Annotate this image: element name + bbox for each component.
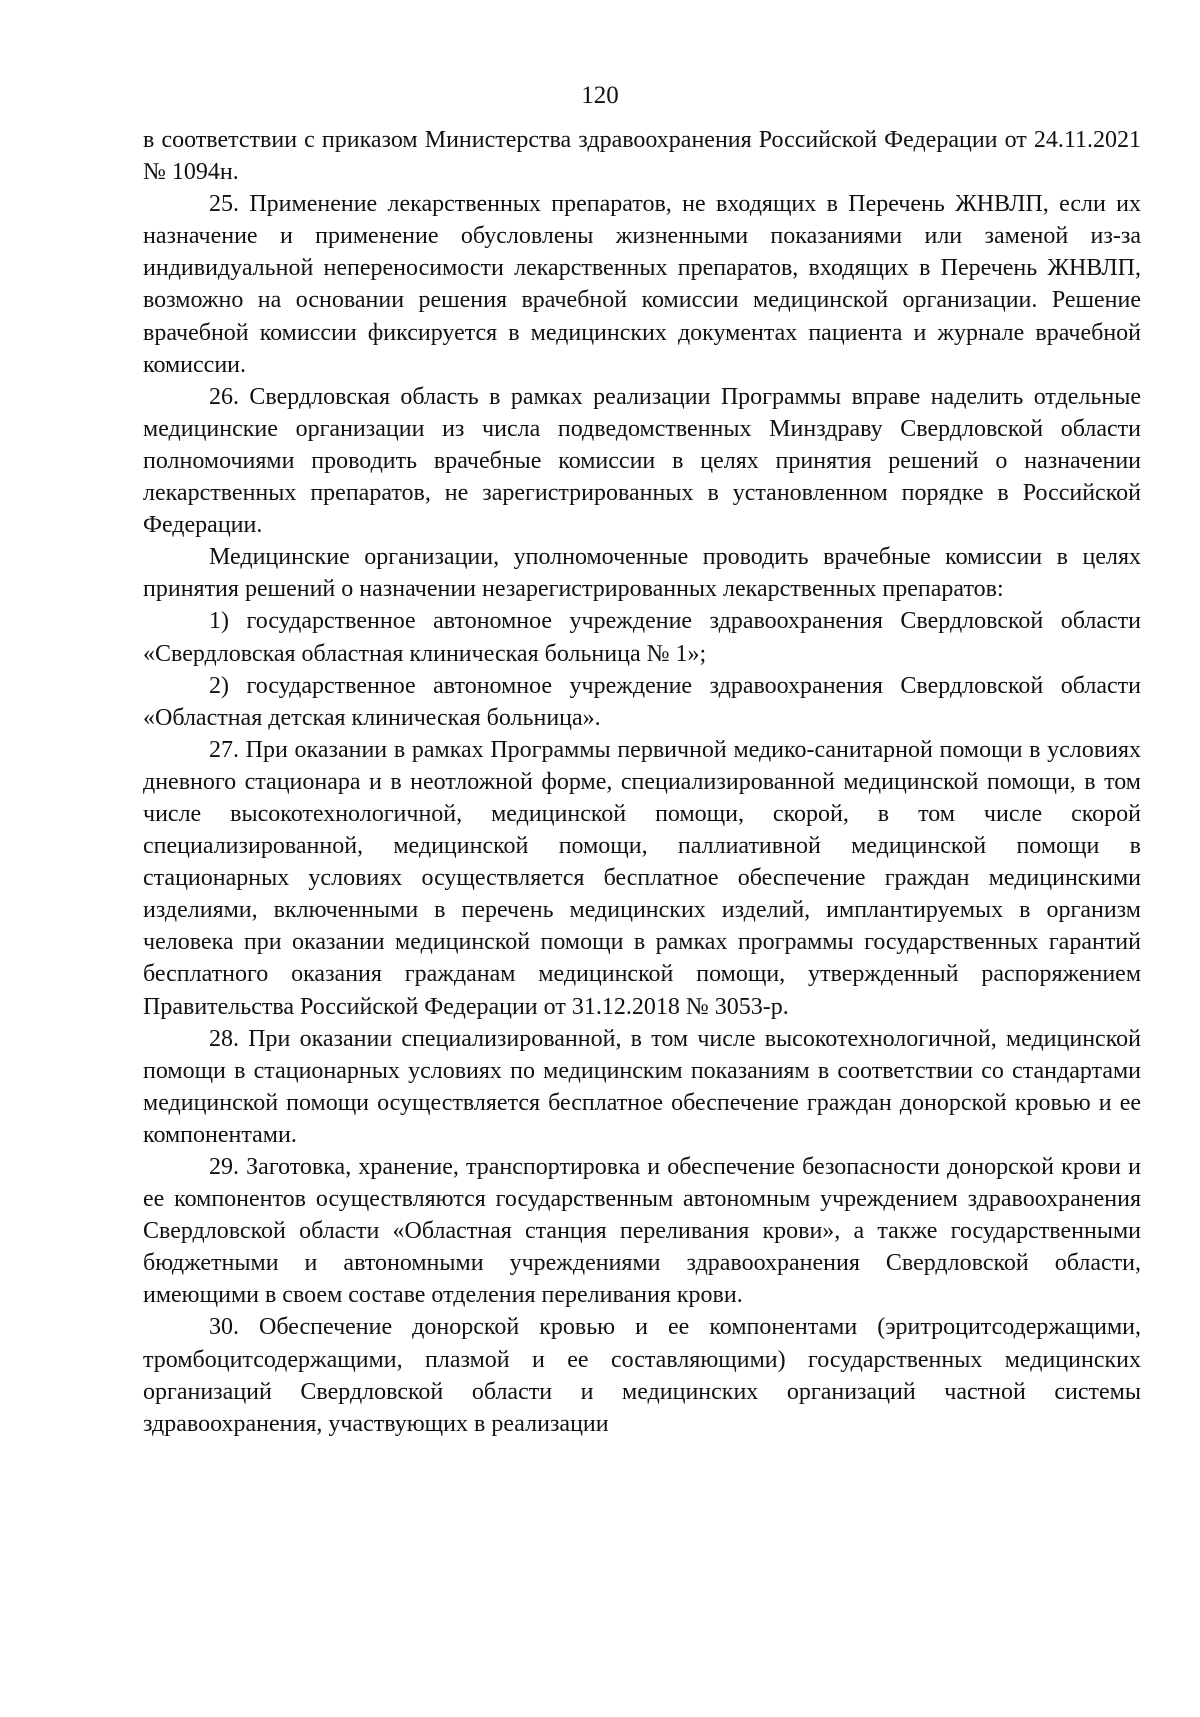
paragraph-item-28: 28. При оказании специализированной, в том числе высокотехнологичной, медицинской помощи в стационарных условиях по медицинским показаниям в соответствии со стандартами медицинской помощи осуществляется бесплатное обеспечение граждан донорской кровью и ее компонентами. [143, 1025, 1141, 1148]
page-number: 120 [581, 82, 619, 109]
paragraph-item-27: 27. При оказании в рамках Программы первичной медико-санитарной помощи в условиях дневного стационара и в неотложной форме, специализированной медицинской помощи, в том числе высокотехнологичной, медицинской помощи, скорой, в том числе скорой специализированной, медицинской помощи, паллиативной медицинской помощи в стационарных условиях осуществляется бесплатное обеспечение граждан медицинскими изделиями, включенными в перечень медицинских изделий, имплантируемых в организм человека при оказании медицинской помощи в рамках программы государственных гарантий бесплатного оказания гражданам медицинской помощи, утвержденный распоряжением Правительства Российской Федерации от 31.12.2018 № 3053-р. [143, 736, 1141, 1020]
paragraph-item-29: 29. Заготовка, хранение, транспортировка и обеспечение безопасности донорской крови и ее компонентов осуществляются государственным автономным учреждением здравоохранения Свердловской области «Областная станция переливания крови», а также государственными бюджетными и автономными учреждениями здравоохранения Свердловской области, имеющими в своем составе отделения переливания крови. [143, 1154, 1141, 1309]
paragraph-item-25: 25. Применение лекарственных препаратов, не входящих в Перечень ЖНВЛП, если их назначение и применение обусловлены жизненными показаниями или заменой из-за индивидуальной непереносимости лекарственных препаратов, входящих в Перечень ЖНВЛП, возможно на основании решения врачебной комиссии медицинской организации. Решение врачебной комиссии фиксируется в медицинских документах пациента и журнале врачебной комиссии. [143, 191, 1141, 378]
paragraph-item-30: 30. Обеспечение донорской кровью и ее компонентами (эритроцитсодержащими, тромбоцитсодержащими, плазмой и ее составляющими) государственных медицинских организаций Свердловской области и медицинских организаций частной системы здравоохранения, участвующих в реализации [143, 1314, 1141, 1437]
paragraph-continuation: в соответствии с приказом Министерства здравоохранения Российской Федерации от 24.11.2021 № 1094н. [143, 127, 1141, 186]
list-item-organization-1: 1) государственное автономное учреждение здравоохранения Свердловской области «Свердловская областная клиническая больница № 1»; [143, 608, 1141, 667]
list-item-organization-2: 2) государственное автономное учреждение здравоохранения Свердловской области «Областная детская клиническая больница». [143, 672, 1141, 731]
paragraph-authorized-organizations: Медицинские организации, уполномоченные проводить врачебные комиссии в целях принятия решений о назначении незарегистрированных лекарственных препаратов: [143, 544, 1141, 603]
paragraph-item-26: 26. Свердловская область в рамках реализации Программы вправе наделить отдельные медицинские организации из числа подведомственных Минздраву Свердловской области полномочиями проводить врачебные комиссии в целях принятия решений о назначении лекарственных препаратов, не зарегистрированных в установленном порядке в Российской Федерации. [143, 383, 1141, 539]
document-body [143, 124, 1141, 1440]
